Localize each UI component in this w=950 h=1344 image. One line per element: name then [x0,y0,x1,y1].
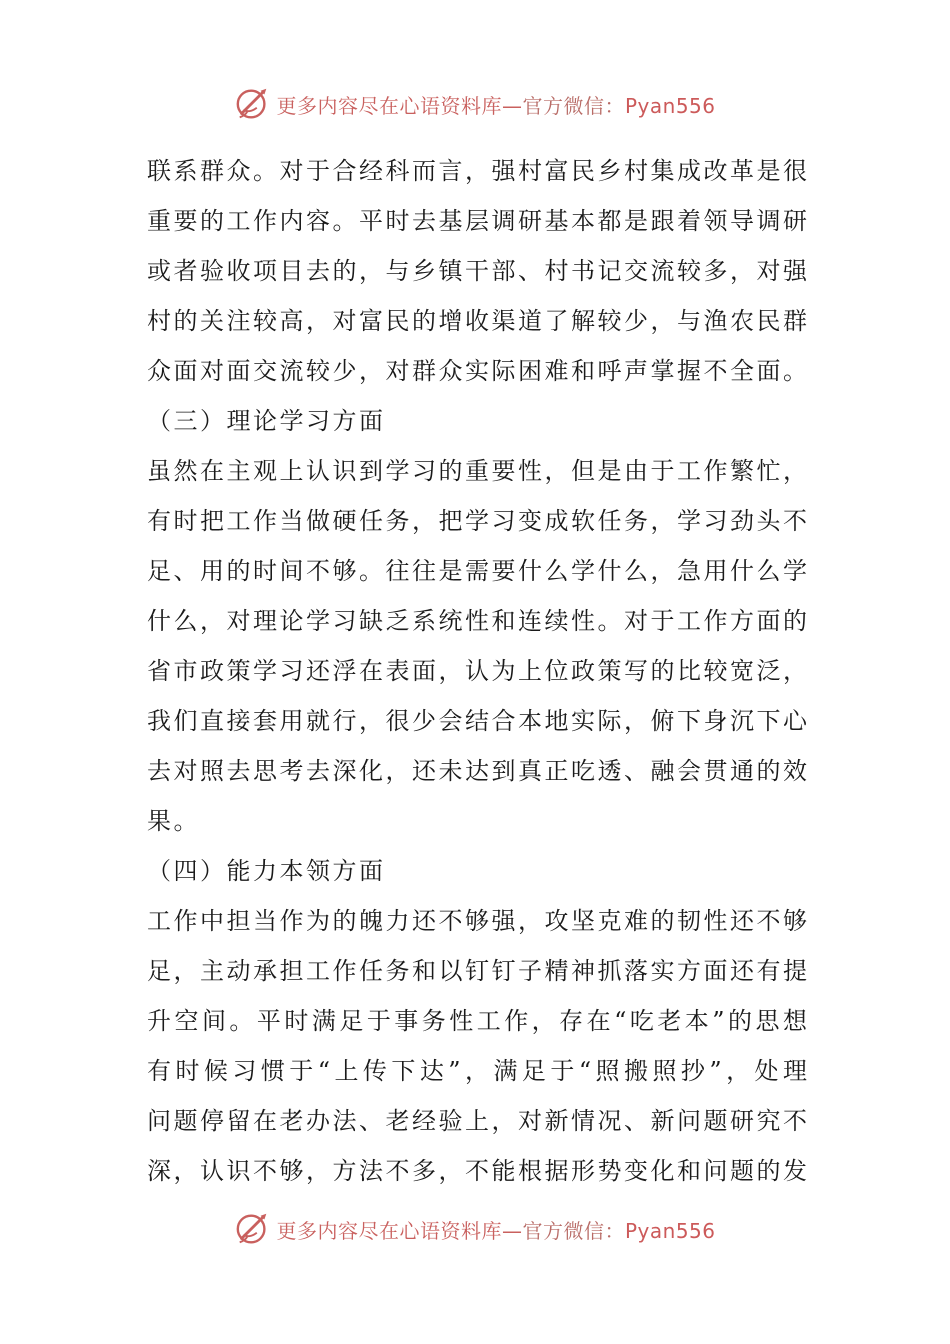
text-line: 升空间。平时满足于事务性工作，存在“吃老本”的思想 [147,1007,807,1035]
footer-watermark [0,1209,950,1249]
text-line: 众面对面交流较少，对群众实际困难和呼声掌握不全面。 [147,357,807,385]
text-line: 问题停留在老办法、老经验上，对新情况、新问题研究不 [147,1107,807,1135]
header-watermark [0,84,950,124]
text-line: 联系群众。对于合经科而言，强村富民乡村集成改革是很 [147,157,807,185]
text-line: 什么，对理论学习缺乏系统性和连续性。对于工作方面的 [147,607,807,635]
text-line: 村的关注较高，对富民的增收渠道了解较少，与渔农民群 [147,307,807,335]
text-line: 有时把工作当做硬任务，把学习变成软任务，学习劲头不 [147,507,807,535]
pen-logo-icon [234,85,272,123]
text-line: 足，主动承担工作任务和以钉钉子精神抓落实方面还有提 [147,957,807,985]
text-line: 我们直接套用就行，很少会结合本地实际，俯下身沉下心 [147,707,807,735]
footer-text-main: 更多内容尽在心语资料库 [276,1218,502,1243]
pen-logo-icon [234,1210,272,1248]
header-code: Pyan556 [624,93,716,118]
body-text [147,146,807,1196]
text-line: 足、用的时间不够。往往是需要什么学什么，急用什么学 [147,557,807,585]
text-line: 或者验收项目去的，与乡镇干部、村书记交流较多，对强 [147,257,807,285]
text-line: 有时候习惯于“上传下达”，满足于“照搬照抄”，处理 [147,1057,807,1085]
section-heading: （四）能力本领方面 [147,857,386,885]
section-heading: （三）理论学习方面 [147,407,386,435]
footer-text-wechat: 官方微信： [522,1218,625,1243]
header-text-wechat: 官方微信： [522,93,625,118]
text-line: 去对照去思考去深化，还未达到真正吃透、融会贯通的效 [147,757,807,785]
text-line: 省市政策学习还浮在表面，认为上位政策写的比较宽泛， [147,657,807,685]
footer-dash: — [501,1218,523,1243]
text-line: 虽然在主观上认识到学习的重要性，但是由于工作繁忙， [147,457,807,485]
text-line: 果。 [147,807,200,835]
text-line: 工作中担当作为的魄力还不够强，攻坚克难的韧性还不够 [147,907,807,935]
text-line: 重要的工作内容。平时去基层调研基本都是跟着领导调研 [147,207,807,235]
footer-code: Pyan556 [624,1218,716,1243]
header-text-main: 更多内容尽在心语资料库 [276,93,502,118]
text-line: 深，认识不够，方法不多，不能根据形势变化和问题的发 [147,1157,807,1185]
header-dash: — [501,93,523,118]
